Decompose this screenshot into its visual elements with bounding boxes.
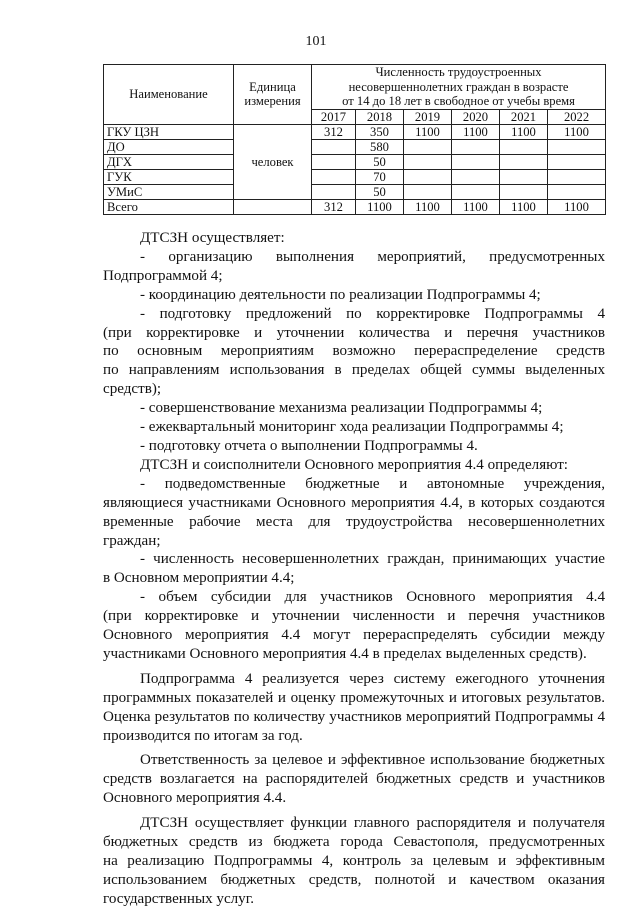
- header-unit: Единица измерения: [234, 65, 312, 125]
- cell: [500, 139, 548, 154]
- cell: [452, 169, 500, 184]
- cell: 1100: [500, 199, 548, 214]
- paragraph-line: Подпрограмма 4 реализуется через систему ежегодного уточнения: [140, 670, 605, 687]
- cell: 1100: [404, 199, 452, 214]
- unit-empty: [234, 199, 312, 214]
- cell: [500, 184, 548, 199]
- cell: [548, 184, 606, 199]
- table-row: [104, 169, 606, 184]
- cell: 1100: [452, 124, 500, 139]
- paragraph-line: бюджетных средств из бюджета города Севастополя, предусмотренных: [103, 834, 605, 851]
- cell: 1100: [404, 124, 452, 139]
- cell: [548, 154, 606, 169]
- paragraph-line: - ежеквартальный мониторинг хода реализации Подпрограммы 4;: [140, 419, 564, 436]
- cell: 70: [356, 169, 404, 184]
- paragraph-line: - координацию деятельности по реализации Подпрограммы 4;: [140, 286, 541, 303]
- paragraph-line: в Основном мероприятии 4.4;: [103, 570, 295, 587]
- cell: [548, 139, 606, 154]
- table-row: [104, 124, 606, 139]
- header-name: Наименование: [104, 65, 234, 125]
- cell: 50: [356, 184, 404, 199]
- row-name: ГУК: [104, 169, 234, 184]
- paragraph-line: производится по итогам за год.: [103, 727, 303, 744]
- cell: [312, 169, 356, 184]
- cell: [404, 154, 452, 169]
- year-header: 2020: [452, 109, 500, 124]
- cell: 1100: [452, 199, 500, 214]
- table-row: [104, 139, 606, 154]
- year-header: 2018: [356, 109, 404, 124]
- paragraph-line: по направлениям использования в пределах общей суммы выделенных: [103, 362, 605, 379]
- year-header: 2022: [548, 109, 606, 124]
- cell: [312, 139, 356, 154]
- row-name: Всего: [104, 199, 234, 214]
- paragraph-line: - подготовку отчета о выполнении Подпрограммы 4.: [140, 437, 478, 454]
- header-count: Численность трудоустроенных несовершеннолетних граждан в возрасте от 14 до 18 лет в свободное от учебы время: [312, 65, 606, 110]
- paragraph-line: Основного мероприятия 4.4.: [103, 790, 287, 807]
- row-name: УМиС: [104, 184, 234, 199]
- cell: 312: [312, 199, 356, 214]
- paragraph-line: граждан;: [103, 532, 161, 549]
- paragraph-line: использованием бюджетных средств, полнотой и качеством оказания: [103, 871, 605, 888]
- cell: 1100: [356, 199, 404, 214]
- cell: [404, 169, 452, 184]
- paragraph-line: участниками Основного мероприятия 4.4 в пределах выделенных средств).: [103, 645, 587, 662]
- paragraph-line: программных показателей и оценку промежуточных и итоговых результатов.: [103, 689, 605, 706]
- employment-table: [103, 64, 606, 215]
- paragraph-line: - объем субсидии для участников Основного мероприятия 4.4: [140, 589, 605, 606]
- cell: 580: [356, 139, 404, 154]
- paragraph-line: временные рабочие места для трудоустройства несовершеннолетних: [103, 513, 605, 530]
- paragraph-line: - организацию выполнения мероприятий, предусмотренных: [140, 248, 605, 265]
- row-name: ДГХ: [104, 154, 234, 169]
- row-name: ГКУ ЦЗН: [104, 124, 234, 139]
- table-row: [104, 154, 606, 169]
- paragraph-line: - совершенствование механизма реализации Подпрограммы 4;: [140, 400, 543, 417]
- paragraph-line: средств);: [103, 381, 162, 398]
- unit-cell: человек: [234, 124, 312, 199]
- year-header: 2017: [312, 109, 356, 124]
- paragraph-line: (при корректировке и уточнении количества и перечня участников: [103, 324, 605, 341]
- cell: 350: [356, 124, 404, 139]
- table-row: [104, 184, 606, 199]
- cell: [500, 169, 548, 184]
- cell: [404, 184, 452, 199]
- cell: [452, 184, 500, 199]
- paragraph-line: - численность несовершеннолетних граждан, принимающих участие: [140, 551, 605, 568]
- paragraph-line: Подпрограммой 4;: [103, 267, 223, 284]
- cell: 1100: [548, 199, 606, 214]
- cell: [312, 184, 356, 199]
- paragraph-line: ДТСЗН осуществляет:: [140, 230, 285, 246]
- cell: [500, 154, 548, 169]
- cell: 1100: [548, 124, 606, 139]
- cell: 50: [356, 154, 404, 169]
- cell: [452, 139, 500, 154]
- paragraph-line: ДТСЗН и соисполнители Основного мероприятия 4.4 определяют:: [140, 456, 569, 473]
- paragraph-line: средств возлагается на распорядителей бюджетных средств и участников: [103, 771, 605, 788]
- paragraph-line: по основным мероприятиям возможно перераспределение средств: [103, 343, 605, 360]
- cell: 312: [312, 124, 356, 139]
- cell: [404, 139, 452, 154]
- paragraph-line: - подведомственные бюджетные и автономные учреждения,: [140, 475, 605, 492]
- paragraph-line: на реализацию Подпрограммы 4, контроль за целевым и эффективным: [103, 853, 605, 869]
- paragraph-line: - подготовку предложений по корректировке Подпрограммы 4: [140, 305, 605, 322]
- cell: [548, 169, 606, 184]
- year-header: 2021: [500, 109, 548, 124]
- cell: [312, 154, 356, 169]
- paragraph-line: Ответственность за целевое и эффективное использование бюджетных: [140, 752, 605, 769]
- paragraph-line: ДТСЗН осуществляет функции главного распорядителя и получателя: [140, 815, 605, 832]
- paragraph-line: государственных услуг.: [103, 890, 254, 907]
- paragraph-line: (при корректировке и уточнении численности и перечня участников: [103, 608, 605, 625]
- row-name: ДО: [104, 139, 234, 154]
- table-row-total: [104, 199, 606, 214]
- year-header: 2019: [404, 109, 452, 124]
- paragraph-line: являющиеся участниками Основного мероприятия 4.4, в которых создаются: [103, 494, 605, 511]
- cell: 1100: [500, 124, 548, 139]
- page-number: 101: [305, 34, 327, 49]
- paragraph-line: Оценка результатов по количеству участников мероприятий Подпрограммы 4: [103, 708, 605, 725]
- cell: [452, 154, 500, 169]
- body-text: [103, 229, 605, 909]
- paragraph-line: Основного мероприятия 4.4 могут перераспределять субсидии между: [103, 627, 605, 644]
